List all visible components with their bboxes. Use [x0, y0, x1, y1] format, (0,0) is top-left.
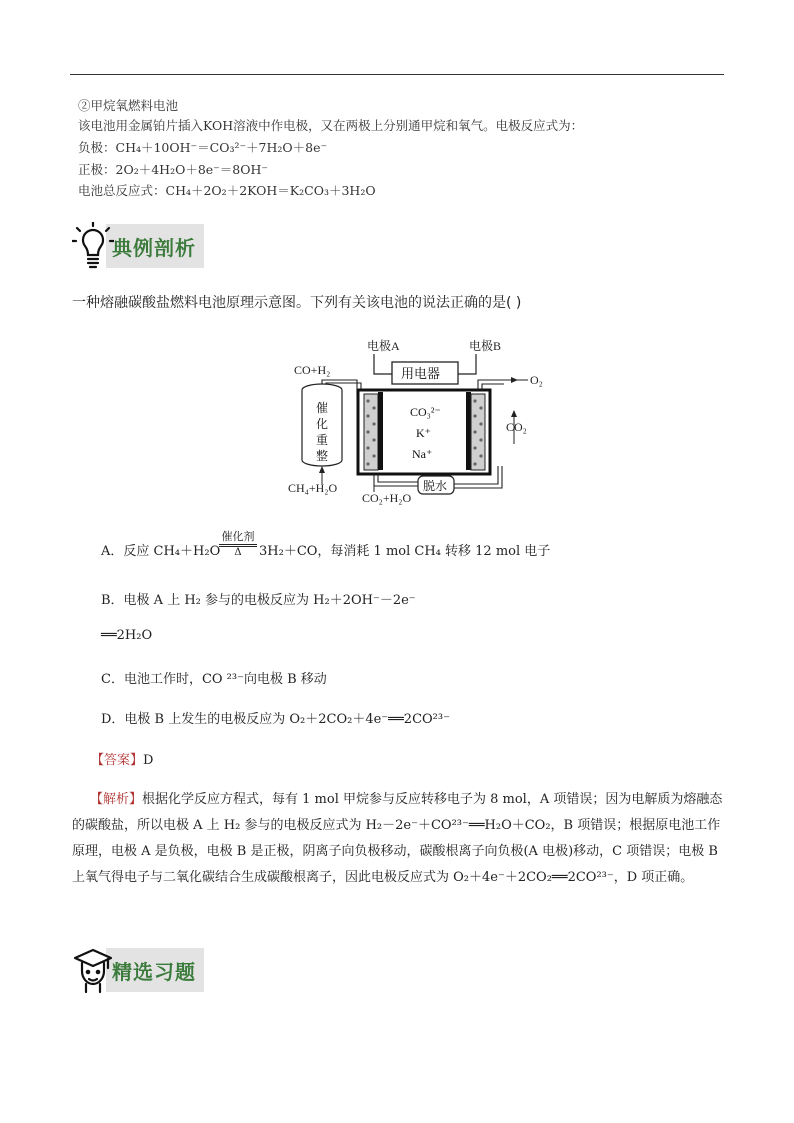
label-ion-k: K⁺ — [416, 426, 431, 440]
label-dehydrate: 脱水 — [423, 479, 448, 493]
answer-value: D — [143, 753, 154, 768]
label-electrode-b: 电极B — [469, 339, 502, 353]
electrode-b-plate — [466, 392, 471, 470]
electrode-a-plate — [378, 392, 383, 470]
fuel-cell-diagram — [282, 336, 552, 508]
svg-text:化: 化 — [316, 417, 329, 431]
label-ion-co3: CO₃²⁻ — [410, 405, 441, 419]
section-title: 典例剖析 — [112, 235, 196, 260]
label-ch4-h2o: CH₄+H₂O — [288, 481, 338, 495]
label-ion-na: Na⁺ — [412, 447, 433, 461]
option-d: D．电极 B 上发生的电极反应为 O₂＋2CO₂＋4e⁻══2CO²³⁻ — [101, 712, 450, 727]
label-electrode-a: 电极A — [367, 339, 400, 353]
label-co2-h2o: CO₂+H₂O — [362, 491, 412, 505]
student-icon — [72, 946, 114, 994]
svg-text:重: 重 — [316, 433, 329, 447]
negative-electrode-eq: 负极：CH₄＋10OH⁻＝CO₃²⁻＋7H₂O＋8e⁻ — [78, 140, 328, 155]
electrode-a-porous — [364, 394, 378, 470]
svg-text:整: 整 — [316, 449, 329, 463]
option-b-line2: ══2H₂O — [101, 628, 153, 643]
svg-text:催: 催 — [316, 401, 329, 415]
methane-cell-desc: 该电池用金属铂片插入KOH溶液中作电极，又在两极上分别通甲烷和氧气。电极反应式为： — [78, 118, 584, 133]
option-c: C．电池工作时，CO ²³⁻向电极 B 移动 — [101, 672, 327, 687]
answer: 【答案】D — [91, 753, 154, 768]
label-co2-in: CO₂ — [506, 420, 527, 434]
methane-cell-heading: ②甲烷氧燃料电池 — [78, 98, 179, 113]
option-b-line1: B．电极 A 上 H₂ 参与的电极反应为 H₂＋2OH⁻－2e⁻ — [101, 593, 416, 608]
lightbulb-icon — [72, 222, 114, 270]
electrode-b-porous — [471, 394, 485, 470]
positive-electrode-eq: 正极：2O₂＋4H₂O＋8e⁻＝8OH⁻ — [78, 162, 268, 177]
label-load: 用电器 — [401, 367, 441, 382]
label-co-h2: CO+H₂ — [294, 363, 331, 377]
section-title: 精选习题 — [112, 959, 196, 984]
top-divider — [70, 74, 724, 75]
total-reaction-eq: 电池总反应式：CH₄＋2O₂＋2KOH＝K₂CO₃＋3H₂O — [78, 183, 376, 198]
section-selected-exercises — [72, 946, 204, 994]
catalyst-label: 催化剂 — [221, 530, 255, 543]
analysis — [72, 787, 724, 891]
section-example-analysis — [72, 222, 204, 270]
analysis-label: 【解析】 — [90, 792, 143, 807]
analysis-text: 根据化学反应方程式，每有 1 mol 甲烷参与反应转移电子为 8 mol，A 项错误；因为电解质为熔融态的碳酸盐，所以电极 A 上 H₂ 参与的电极反应式为 H₂－2e⁻＋CO²³⁻══H₂O＋CO₂，B 项错误；根据原电池工作原理，电极 A 是负极，电极 B 是正极，阴离子向负极移动，碳酸根离子向负极(A 电极)移动，C 项错误；电极 B 上氧气得电子与二氧化碳结合生成碳酸根离子，因此电极反应式为 O₂＋4e⁻＋2CO₂══2CO²³⁻，D 项正确。 — [72, 792, 723, 885]
question-stem: 一种熔融碳酸盐燃料电池原理示意图。下列有关该电池的说法正确的是( ) — [72, 295, 522, 311]
label-o2: O₂ — [530, 373, 543, 387]
